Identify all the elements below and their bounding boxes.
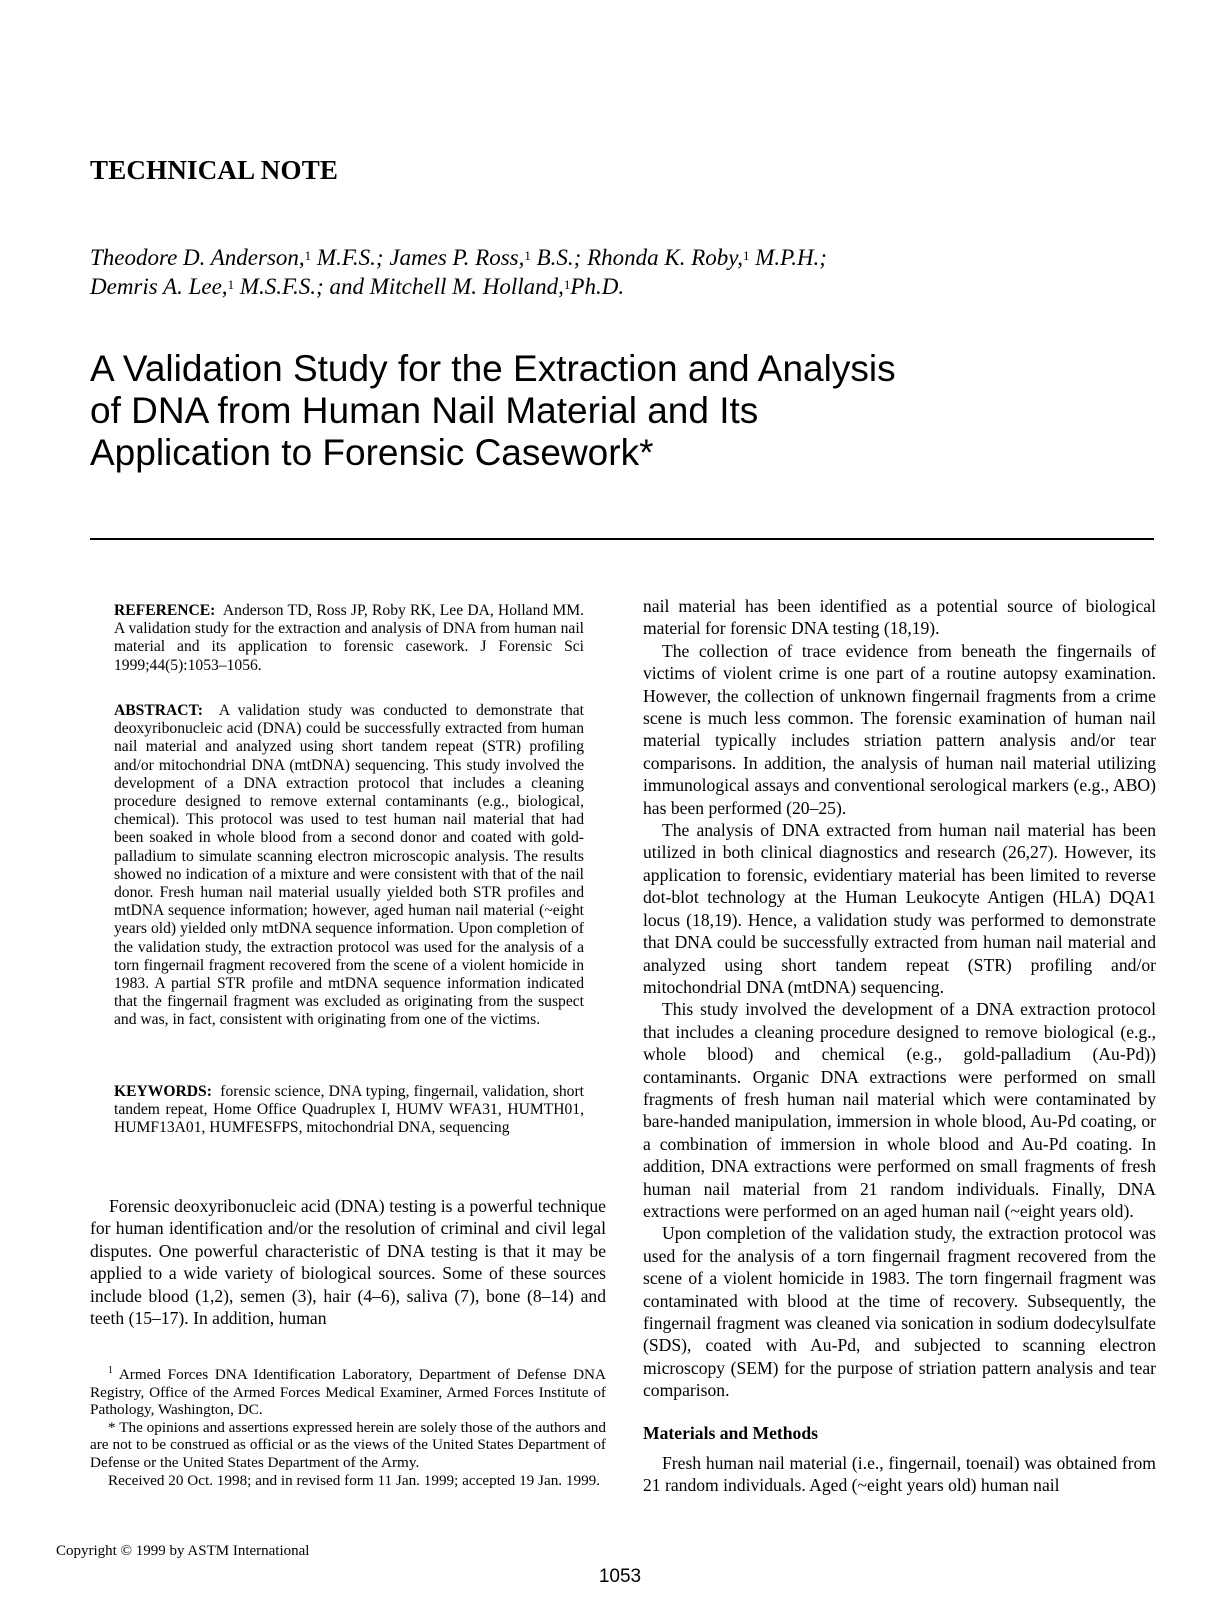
author-degree: Ph.D.	[570, 274, 625, 299]
abstract-label: ABSTRACT:	[114, 702, 203, 719]
keywords-block	[114, 1083, 584, 1138]
footnote-text: Armed Forces DNA Identification Laboratory, Department of Defense DNA Registry, Office of the Armed Forces Medical Examiner, Armed Forces Institute of Pathology, Washington, DC.	[90, 1366, 606, 1419]
title-divider	[90, 538, 1154, 540]
reference-label: REFERENCE:	[114, 602, 216, 619]
keywords-text: forensic science, DNA typing, fingernail, validation, short tandem repeat, Home Office Quadruplex I, HUMV WFA31, HUMTH01, HUMF13A01, HUMFESFPS, mitochondrial DNA, sequencing	[114, 1083, 585, 1137]
author-name: Theodore D. Anderson,	[90, 245, 305, 270]
body-paragraph: nail material has been identified as a potential source of biological material for forensic DNA testing (18,19).	[643, 596, 1156, 639]
affiliation-marker: 1	[563, 277, 571, 292]
author-name: Demris A. Lee,	[90, 274, 228, 299]
body-paragraph: Forensic deoxyribonucleic acid (DNA) testing is a powerful technique for human identification and/or the resolution of criminal and civil legal disputes. One powerful characteristic of DNA testing is that it may be applied to a wide variety of biological sources. Some of these sources include blood (1,2), semen (3), hair (4–6), saliva (7), bone (8–14) and teeth (15–17). In addition, human	[90, 1196, 606, 1329]
footnote-affiliation	[90, 1362, 606, 1419]
title-line: of DNA from Human Nail Material and Its	[90, 390, 759, 431]
abstract-block	[114, 702, 584, 1030]
footnote-marker: 1	[108, 1365, 113, 1376]
intro-paragraph-block	[90, 1195, 606, 1329]
author-degree: M.P.H.;	[749, 245, 827, 270]
title-line: Application to Forensic Casework*	[90, 432, 654, 473]
affiliation-marker: 1	[304, 248, 312, 263]
footnote-received: Received 20 Oct. 1998; and in revised form 11 Jan. 1999; accepted 19 Jan. 1999.	[108, 1471, 601, 1489]
author-degree: M.F.S.;	[311, 245, 384, 270]
paper-title	[90, 348, 990, 474]
author-degree: M.S.F.S.;	[234, 274, 324, 299]
author-list	[90, 243, 1090, 301]
affiliation-marker: 1	[524, 248, 531, 263]
copyright-notice: Copyright © 1999 by ASTM International	[56, 1543, 310, 1559]
right-column	[643, 595, 1156, 1497]
section-label: TECHNICAL NOTE	[90, 155, 339, 185]
title-line: A Validation Study for the Extraction and Analysis	[90, 348, 896, 389]
reference-block	[114, 602, 584, 675]
section-heading: Materials and Methods	[643, 1422, 818, 1443]
page-number: 1053	[598, 1566, 642, 1587]
body-paragraph: Fresh human nail material (i.e., fingernail, toenail) was obtained from 21 random individuals. Aged (~eight years old) human nail	[643, 1453, 1156, 1496]
reference-text: Anderson TD, Ross JP, Roby RK, Lee DA, Holland MM. A validation study for the extraction and analysis of DNA from human nail material and its application to forensic casework. J Forensic Sci 1999;44(5):1053–1056.	[114, 602, 585, 674]
footnote-disclaimer: * The opinions and assertions expressed herein are solely those of the authors and are not to be construed as official or as the views of the United States Department of Defense or the United States Department of the Army.	[90, 1418, 606, 1472]
author-degree: B.S.;	[530, 245, 582, 270]
body-paragraph: Upon completion of the validation study, the extraction protocol was used for the analysis of a torn fingernail fragment recovered from the scene of a violent homicide in 1983. The torn fingernail fragment was contaminated with blood at the time of recovery. Subsequently, the fingernail fragment was cleaned via sonication in sodium dodecylsulfate (SDS), coated with Au-Pd, and subjected to scanning electron microscopy (SEM) for the purpose of striation pattern analysis and tear comparison.	[643, 1223, 1156, 1401]
keywords-label: KEYWORDS:	[114, 1083, 212, 1100]
affiliation-marker: 1	[742, 248, 750, 263]
affiliation-marker: 1	[227, 277, 235, 292]
author-name: James P. Ross,	[383, 245, 525, 270]
body-paragraph: The analysis of DNA extracted from human nail material has been utilized in both clinical diagnostics and research (26,27). However, its application to forensic, evidentiary material has been limited to reverse dot-blot technology at the Human Leukocyte Antigen (HLA) DQA1 locus (18,19). Hence, a validation study was performed to demonstrate that DNA could be successfully extracted from human nail material and analyzed using short tandem repeat (STR) profiling and/or mitochondrial DNA (mtDNA) sequencing.	[643, 820, 1156, 997]
abstract-text: A validation study was conducted to demonstrate that deoxyribonucleic acid (DNA) could be successfully extracted from human nail material and analyzed using short tandem repeat (STR) profiling and/or mitochondrial DNA (mtDNA) sequencing. This study involved the development of a DNA extraction protocol that includes a cleaning procedure designed to remove external contaminants (e.g., biological, chemical). This protocol was used to test human nail material that had been soaked in whole blood from a second donor and coated with gold-palladium to simulate scanning electron microscopic analysis. The results showed no indication of a mixture and were consistent with that of the nail donor. Fresh human nail material usually yielded both STR profiles and mtDNA sequence information; however, aged human nail material (~eight years old) yielded only mtDNA sequence information. Upon completion of the validation study, the extraction protocol was used for the analysis of a torn fingernail fragment recovered from the scene of a violent homicide in 1983. A partial STR profile and mtDNA sequence information indicated that the fingernail fragment was excluded as originating from the suspect and was, in fact, consistent with originating from one of the victims.	[114, 702, 584, 1029]
body-paragraph: This study involved the development of a DNA extraction protocol that includes a cleaning procedure designed to remove biological (e.g., whole blood) and chemical (e.g., gold-palladium (Au-Pd)) contaminants. Organic DNA extractions were performed on small fragments of fresh human nail material which were contaminated by bare-handed manipulation, immersion in whole blood, Au-Pd coating, or a combination of immersion in whole blood and Au-Pd coating. In addition, DNA extractions were performed on small fragments of fresh human nail material from 21 random individuals. Finally, DNA extractions were performed on an aged human nail (~eight years old).	[643, 999, 1156, 1221]
body-paragraph: The collection of trace evidence from beneath the fingernails of victims of violent crime is one part of a routine autopsy examination. However, the collection of unknown fingernail fragments from a crime scene is much less common. The forensic examination of human nail material typically includes striation pattern analysis and/or tear comparisons. In addition, the analysis of human nail material utilizing immunological assays and conventional serological markers (e.g., ABO) has been performed (20–25).	[643, 640, 1156, 818]
author-name: and Mitchell M. Holland,	[323, 274, 564, 299]
author-name: Rhonda K. Roby,	[581, 245, 743, 270]
footnotes	[90, 1362, 606, 1489]
